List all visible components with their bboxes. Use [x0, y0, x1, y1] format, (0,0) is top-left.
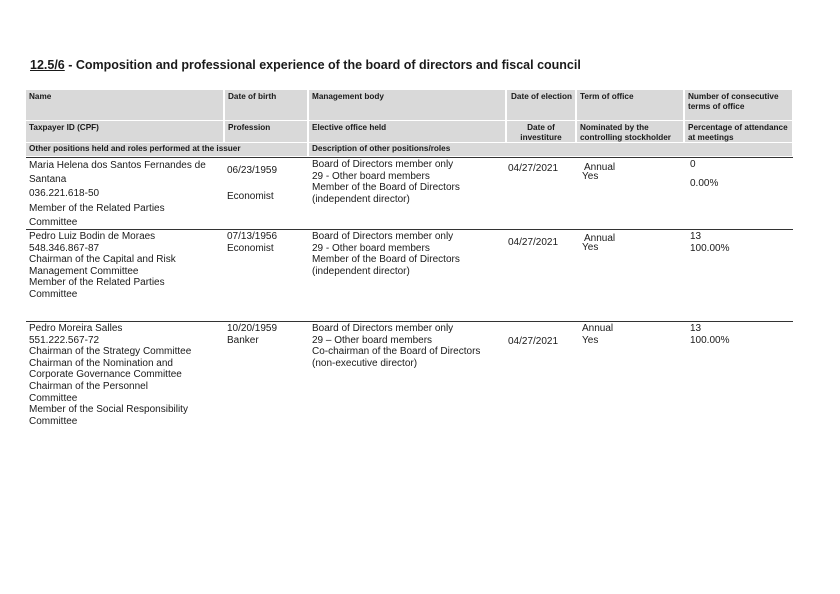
member-name-cell	[29, 159, 206, 230]
term-of-office: Annual	[582, 323, 614, 334]
election-date: 04/27/2021	[508, 237, 559, 248]
nominated-by-controller: Yes	[582, 171, 599, 182]
section-title	[30, 58, 581, 72]
attendance-percentage: 0.00%	[690, 178, 719, 189]
member-role: Committee	[29, 288, 78, 300]
member-cpf: 551.222.567-72	[29, 334, 100, 346]
header-description-other: Description of other positions/roles	[309, 143, 792, 156]
management-body-cell	[312, 323, 480, 369]
member-role: Chairman of the Capital and Risk	[29, 254, 176, 266]
member-role: Committee	[29, 392, 78, 404]
body-line: Member of the Board of Directors	[312, 254, 460, 266]
body-line: Member of the Board of Directors	[312, 182, 460, 194]
header-profession: Profession	[225, 121, 307, 142]
header-consecutive-terms: Number of consecutive terms of office	[685, 90, 792, 120]
member-role: Committee	[29, 216, 78, 228]
body-line: (independent director)	[312, 265, 410, 277]
body-line: 29 - Other board members	[312, 170, 430, 182]
member-role: Management Committee	[29, 265, 139, 277]
member-role: Member of the Social Responsibility	[29, 404, 188, 416]
header-attendance: Percentage of attendance at meetings	[685, 121, 792, 142]
header-other-positions: Other positions held and roles performed at the issuer	[26, 143, 307, 156]
member-profession: Economist	[227, 242, 274, 254]
member-name-cell	[29, 323, 191, 427]
member-role: Chairman of the Strategy Committee	[29, 346, 192, 358]
member-role: Chairman of the Nomination and	[29, 357, 173, 369]
body-line: 29 - Other board members	[312, 242, 430, 254]
header-nominated-by: Nominated by the controlling stockholder	[577, 121, 683, 142]
member-profession: Banker	[227, 334, 259, 346]
body-line: Board of Directors member only	[312, 159, 454, 170]
terms-attendance	[690, 231, 729, 254]
member-name: Pedro Luiz Bodin de Moraes	[29, 231, 156, 242]
row-divider	[26, 321, 793, 322]
header-date-of-birth: Date of birth	[225, 90, 307, 120]
member-cpf: 036.221.618-50	[29, 188, 100, 200]
member-cpf: 548.346.867-87	[29, 242, 100, 254]
member-profession: Economist	[227, 191, 274, 202]
member-name: Pedro Moreira Salles	[29, 323, 123, 334]
nominated-by-controller: Yes	[582, 242, 599, 253]
member-dob: 06/23/1959	[227, 165, 278, 176]
header-elective-office: Elective office held	[309, 121, 505, 142]
management-body-cell	[312, 159, 460, 205]
consecutive-terms: 0	[690, 159, 696, 170]
member-role: Corporate Governance Committee	[29, 369, 182, 381]
header-taxpayer-id: Taxpayer ID (CPF)	[26, 121, 223, 142]
header-date-of-election: Date of election	[507, 90, 575, 120]
body-line: Board of Directors member only	[312, 323, 454, 334]
member-dob-profession	[227, 231, 277, 254]
header-name: Name	[26, 90, 223, 120]
nominated-by-controller: Yes	[582, 334, 599, 346]
member-name: Maria Helena dos Santos Fernandes de	[29, 160, 206, 171]
member-role: Member of the Related Parties	[29, 202, 165, 214]
member-role: Member of the Related Parties	[29, 277, 165, 289]
member-dob-profession	[227, 323, 277, 346]
body-line: (independent director)	[312, 193, 410, 205]
term-of-office: Annual	[584, 162, 616, 173]
member-role: Chairman of the Personnel	[29, 380, 148, 392]
member-name-cell	[29, 231, 176, 301]
terms-attendance	[690, 323, 729, 346]
term-nominated	[582, 323, 613, 346]
header-date-of-investiture: Date of investiture	[507, 121, 575, 142]
election-date: 04/27/2021	[508, 336, 559, 347]
member-dob: 07/13/1956	[227, 231, 278, 242]
section-number: 12.5/6	[30, 58, 65, 72]
attendance-percentage: 100.00%	[690, 242, 730, 254]
election-date: 04/27/2021	[508, 163, 559, 174]
consecutive-terms: 13	[690, 231, 702, 242]
header-term-of-office: Term of office	[577, 90, 683, 120]
body-line: (non-executive director)	[312, 357, 418, 369]
body-line: 29 – Other board members	[312, 334, 433, 346]
body-line: Board of Directors member only	[312, 231, 454, 242]
header-management-body: Management body	[309, 90, 505, 120]
member-role: Committee	[29, 415, 78, 427]
row-divider	[26, 157, 793, 158]
management-body-cell	[312, 231, 460, 277]
consecutive-terms: 13	[690, 323, 702, 334]
member-dob: 10/20/1959	[227, 323, 278, 334]
member-name-cont: Santana	[29, 174, 67, 186]
attendance-percentage: 100.00%	[690, 334, 730, 346]
section-title-text: - Composition and professional experience of the board of directors and fiscal council	[64, 58, 581, 72]
body-line: Co-chairman of the Board of Directors	[312, 346, 481, 358]
term-of-office: Annual	[584, 233, 616, 244]
